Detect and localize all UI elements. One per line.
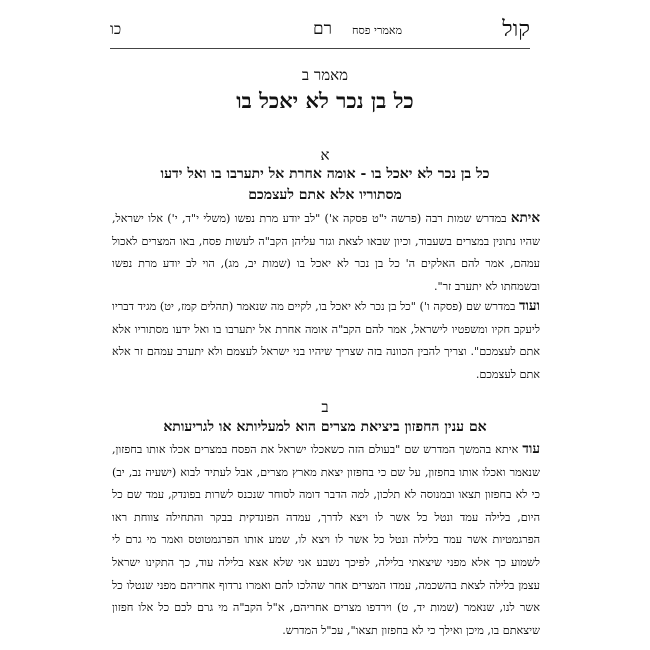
header-author-name: רם — [313, 19, 332, 39]
paragraph-text: במדרש שמות רבה (פרשה י"ט פסקה א') "לב יודע מרת נפשו (משלי י"ד, י') אלו ישראל, שהיו נתונין במצרים בשעבוד, וכיון שבאו לצאת וגזר עליהן הקב"ה לעשות פסח, באו המצרים לאכול עמהם, אמר להם האלקים ה' כל בן נכר לא יאכל בו (שמות יב, מג), הוי לב יודע מרת נפשו ובשמחתו לא יתערב זר". — [112, 212, 540, 293]
paragraph-lead-word: עוד — [522, 441, 540, 457]
section-letter: א — [320, 146, 330, 164]
section-title-line: מסתוריו אלא אתם לעצמכם — [248, 187, 402, 203]
paragraph — [112, 207, 540, 298]
header-section-name: מאמרי פסח — [352, 24, 402, 37]
section-letter: ב — [321, 398, 329, 416]
header-book-name: קול — [502, 17, 530, 42]
paragraph — [112, 438, 540, 642]
section-title-line: כל בן נכר לא יאכל בו - אומה אחרת אל יתערבו בו ואל ידעו — [160, 166, 490, 182]
chapter-title: כל בן נכר לא יאכל בו — [236, 88, 414, 113]
section-title-line: אם ענין החפזון ביציאת מצרים הוא למעליותא או לגריעותא — [163, 419, 487, 435]
running-header — [110, 17, 530, 44]
paragraph-text: איתא בהמשך המדרש שם "בעולם הזה כשאכלו ישראל את הפסח במצרים אכלו אותו בחפזון, שנאמר ואכלו אותו בחפזון, על שם כי בחפזון יצאת מארץ מצרים, אבל לעתיד לבוא (ישעיה נב, יב) כי לא בחפזון תצאו ובמנוסה לא תלכון, למה הדבר דומה לסוחר שנכנס לשרות בפונדק, עמד שם כל היום, בלילה עמד ונטל כל אשר לו ויצא לדרך, עמדה הפונדקית בבקר והתחילה צווחת ראו הפרגמטיות אשר עמד בלילה ונטל כל אשר לו ויצא לו, שמע אותו הפרגמטוטס ואמר מי גרם לי לשמוע כך אלא מפני שיצאתי בלילה, לפיכך נשבע אני שלא אצא בלילה עוד, כך התקינו ישראל עצמן בלילה לצאת בהשכמה, עמדו המצרים אחר שהלכו להם ואמרו נרדוף אחריהם מפני שנטלו כל אשר לנו, שנאמר (שמות יד, ט) וירדפו מצרים אחריהם, א"ל הקב"ה מי גרם לכם כל אלו חפזון שיצאתם בו, מיכן ואילך כי לא בחפזון תצאו", עכ"ל המדרש. — [112, 443, 540, 637]
section-title — [110, 417, 540, 438]
page-number: כו — [110, 20, 122, 38]
paragraph-lead-word: ועוד — [518, 298, 540, 314]
paragraph-text: במדרש שם (פסקה ו') "כל בן נכר לא יאכל בו, לקיים מה שנאמר (תהלים קמז, יט) מגיד דבריו ליעקב חקיו ומשפטיו לישראל, אמר להם הקב"ה אומה אחרת אל יתערבו בו ואל ידעו מסתוריו אלא אתם לעצמכם". וצריך להבין הכוונה בזה שצריך שיהיו בני ישראל לעצמם ולא יתערב עמהם זר אלא אתם לעצמכם. — [112, 300, 540, 381]
header-rule — [110, 48, 530, 49]
section-title — [110, 164, 540, 206]
chapter-label: מאמר ב — [301, 66, 349, 84]
paragraph-lead-word: איתא — [510, 210, 540, 226]
paragraph — [112, 295, 540, 386]
